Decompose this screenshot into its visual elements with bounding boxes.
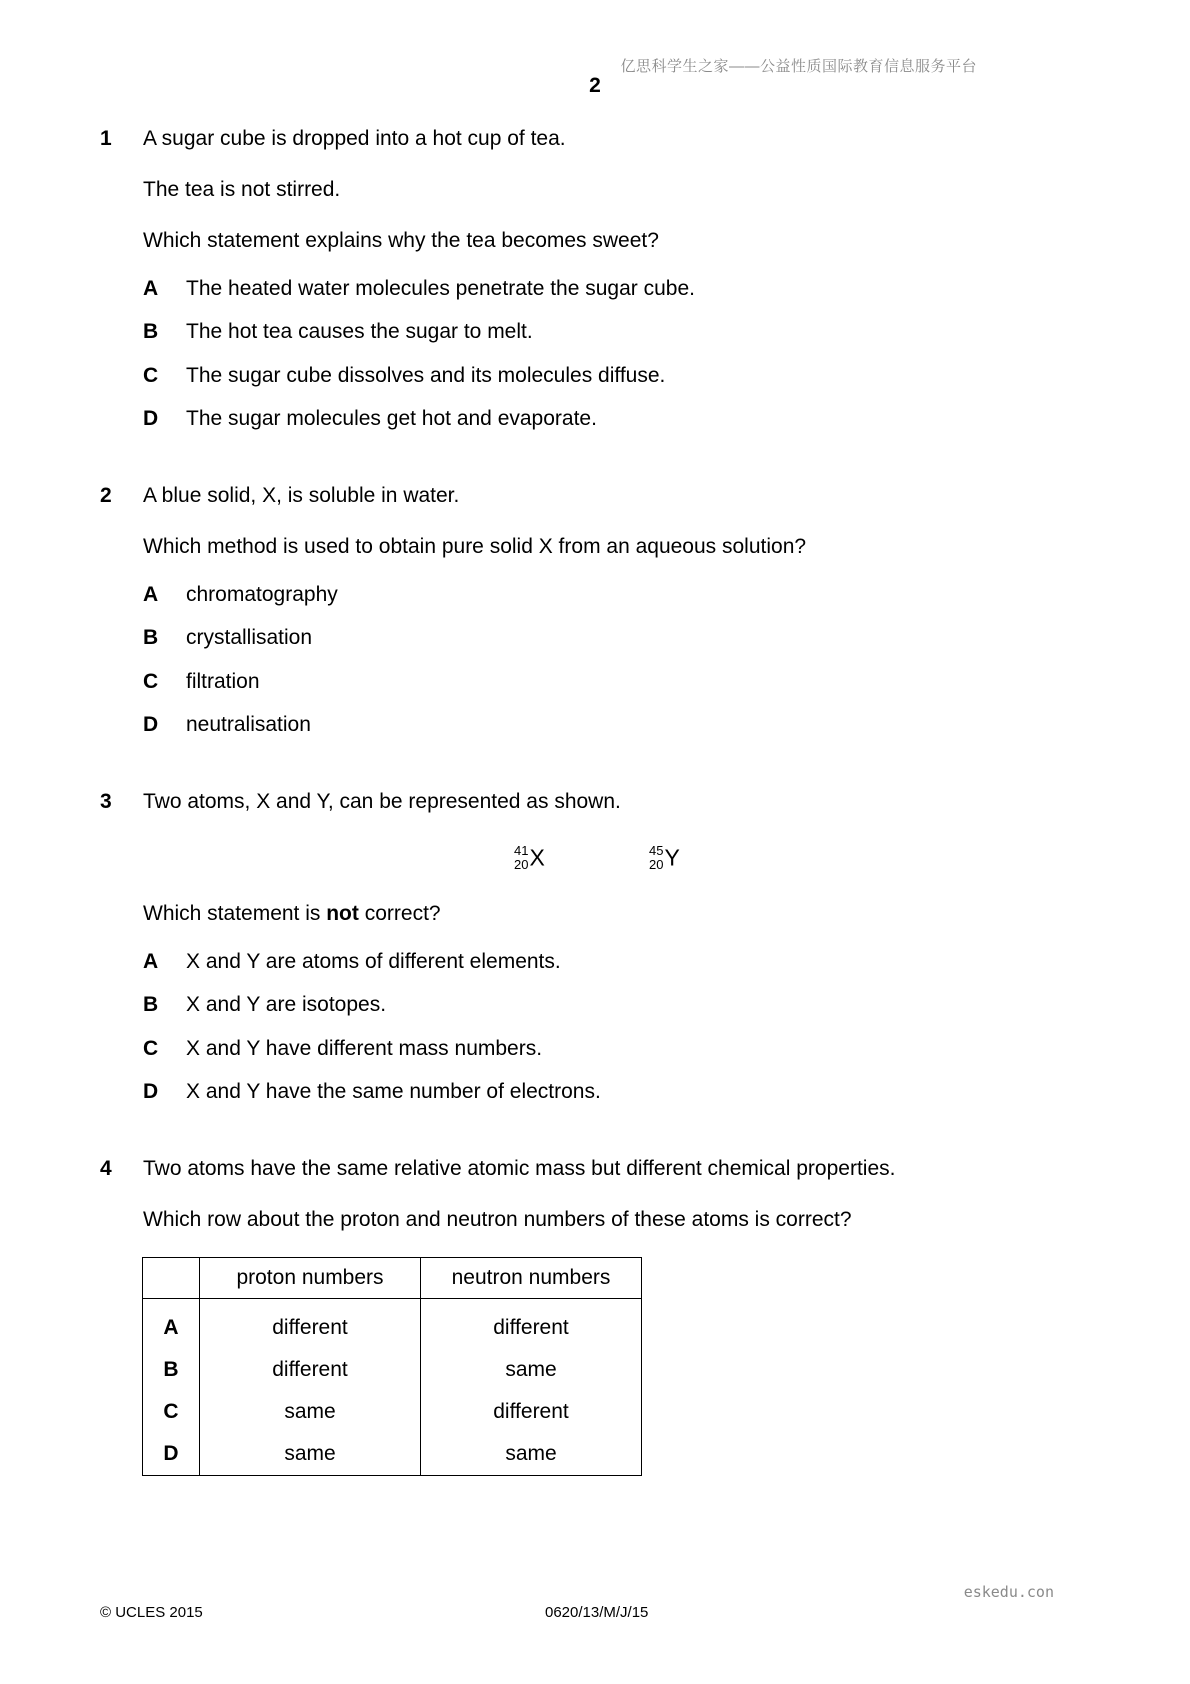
table-row [143, 1391, 642, 1433]
question-1-option-text: The sugar cube dissolves and its molecules diffuse. [186, 364, 666, 387]
proton-cell: same [200, 1433, 421, 1476]
question-1-line-1: A sugar cube is dropped into a hot cup of tea. [143, 127, 566, 150]
question-1-option-text: The hot tea causes the sugar to melt. [186, 320, 533, 343]
question-1-number: 1 [100, 127, 112, 150]
atom-x-notation [514, 843, 545, 872]
atom-y-notation [649, 843, 680, 872]
footer-copyright: © UCLES 2015 [100, 1604, 203, 1621]
table-row [143, 1349, 642, 1391]
atom-y-symbol: Y [664, 844, 680, 871]
question-2-option-label: A [143, 583, 159, 606]
question-2-option-label: B [143, 626, 159, 649]
page-number: 2 [589, 74, 601, 97]
neutron-cell: same [421, 1433, 642, 1476]
question-3-option-label: C [143, 1037, 159, 1060]
table-row [143, 1299, 642, 1350]
question-3-stem-before: Which statement is [143, 902, 327, 925]
table-header-cell [143, 1258, 200, 1299]
answer-table [142, 1257, 642, 1476]
question-2-number: 2 [100, 484, 112, 507]
question-1-option-text: The sugar molecules get hot and evaporate. [186, 407, 597, 430]
neutron-cell: same [421, 1349, 642, 1391]
question-3-option-label: A [143, 950, 159, 973]
question-1-option-label: B [143, 320, 159, 343]
question-1-option-text: The heated water molecules penetrate the sugar cube. [186, 277, 695, 300]
row-label: A [143, 1299, 200, 1350]
row-label: D [143, 1433, 200, 1476]
proton-cell: different [200, 1299, 421, 1350]
question-2-option-text: chromatography [186, 583, 338, 606]
question-2-option-label: C [143, 670, 159, 693]
atom-x-symbol: X [529, 844, 545, 871]
table-header-row [143, 1258, 642, 1299]
question-3-option-text: X and Y are atoms of different elements. [186, 950, 561, 973]
atom-y-atomic-number: 20 [649, 856, 664, 872]
header-watermark: 亿思科学生之家——公益性质国际教育信息服务平台 [620, 58, 977, 75]
question-3-option-text: X and Y have the same number of electrons. [186, 1080, 601, 1103]
neutron-cell: different [421, 1391, 642, 1433]
question-3-stem [143, 902, 441, 926]
question-2-line-1: A blue solid, X, is soluble in water. [143, 484, 460, 507]
question-4-number: 4 [100, 1157, 112, 1180]
neutron-cell: different [421, 1299, 642, 1350]
question-2-option-label: D [143, 713, 159, 736]
question-4-stem: Which row about the proton and neutron numbers of these atoms is correct? [143, 1208, 852, 1231]
question-3-option-label: D [143, 1080, 159, 1103]
question-3-option-text: X and Y have different mass numbers. [186, 1037, 543, 1060]
question-3-number: 3 [100, 790, 112, 813]
question-2-option-text: neutralisation [186, 713, 311, 736]
atom-x-atomic-number: 20 [514, 856, 529, 872]
question-3-stem-emphasis: not [326, 902, 359, 925]
question-1-option-label: C [143, 364, 159, 387]
question-1-option-label: D [143, 407, 159, 430]
table-header-cell: proton numbers [200, 1258, 421, 1299]
atom-x-mass-number: 41 [514, 842, 529, 858]
atom-y-mass-number: 45 [649, 842, 664, 858]
proton-cell: same [200, 1391, 421, 1433]
table-header-cell: neutron numbers [421, 1258, 642, 1299]
question-1-stem: Which statement explains why the tea becomes sweet? [143, 229, 659, 252]
question-1-option-label: A [143, 277, 159, 300]
question-2-option-text: crystallisation [186, 626, 313, 649]
table-row [143, 1433, 642, 1476]
question-3-line-1: Two atoms, X and Y, can be represented as shown. [143, 790, 621, 813]
question-1-line-2: The tea is not stirred. [143, 178, 341, 201]
question-3-option-label: B [143, 993, 159, 1016]
question-3-option-text: X and Y are isotopes. [186, 993, 387, 1016]
question-4-line-1: Two atoms have the same relative atomic mass but different chemical properties. [143, 1157, 896, 1180]
question-2-stem: Which method is used to obtain pure solid X from an aqueous solution? [143, 535, 807, 558]
footer-watermark: eskedu.con [963, 1583, 1054, 1601]
question-3-stem-after: correct? [358, 902, 441, 925]
proton-cell: different [200, 1349, 421, 1391]
row-label: C [143, 1391, 200, 1433]
row-label: B [143, 1349, 200, 1391]
question-2-option-text: filtration [186, 670, 260, 693]
footer-paper-code: 0620/13/M/J/15 [545, 1604, 649, 1621]
